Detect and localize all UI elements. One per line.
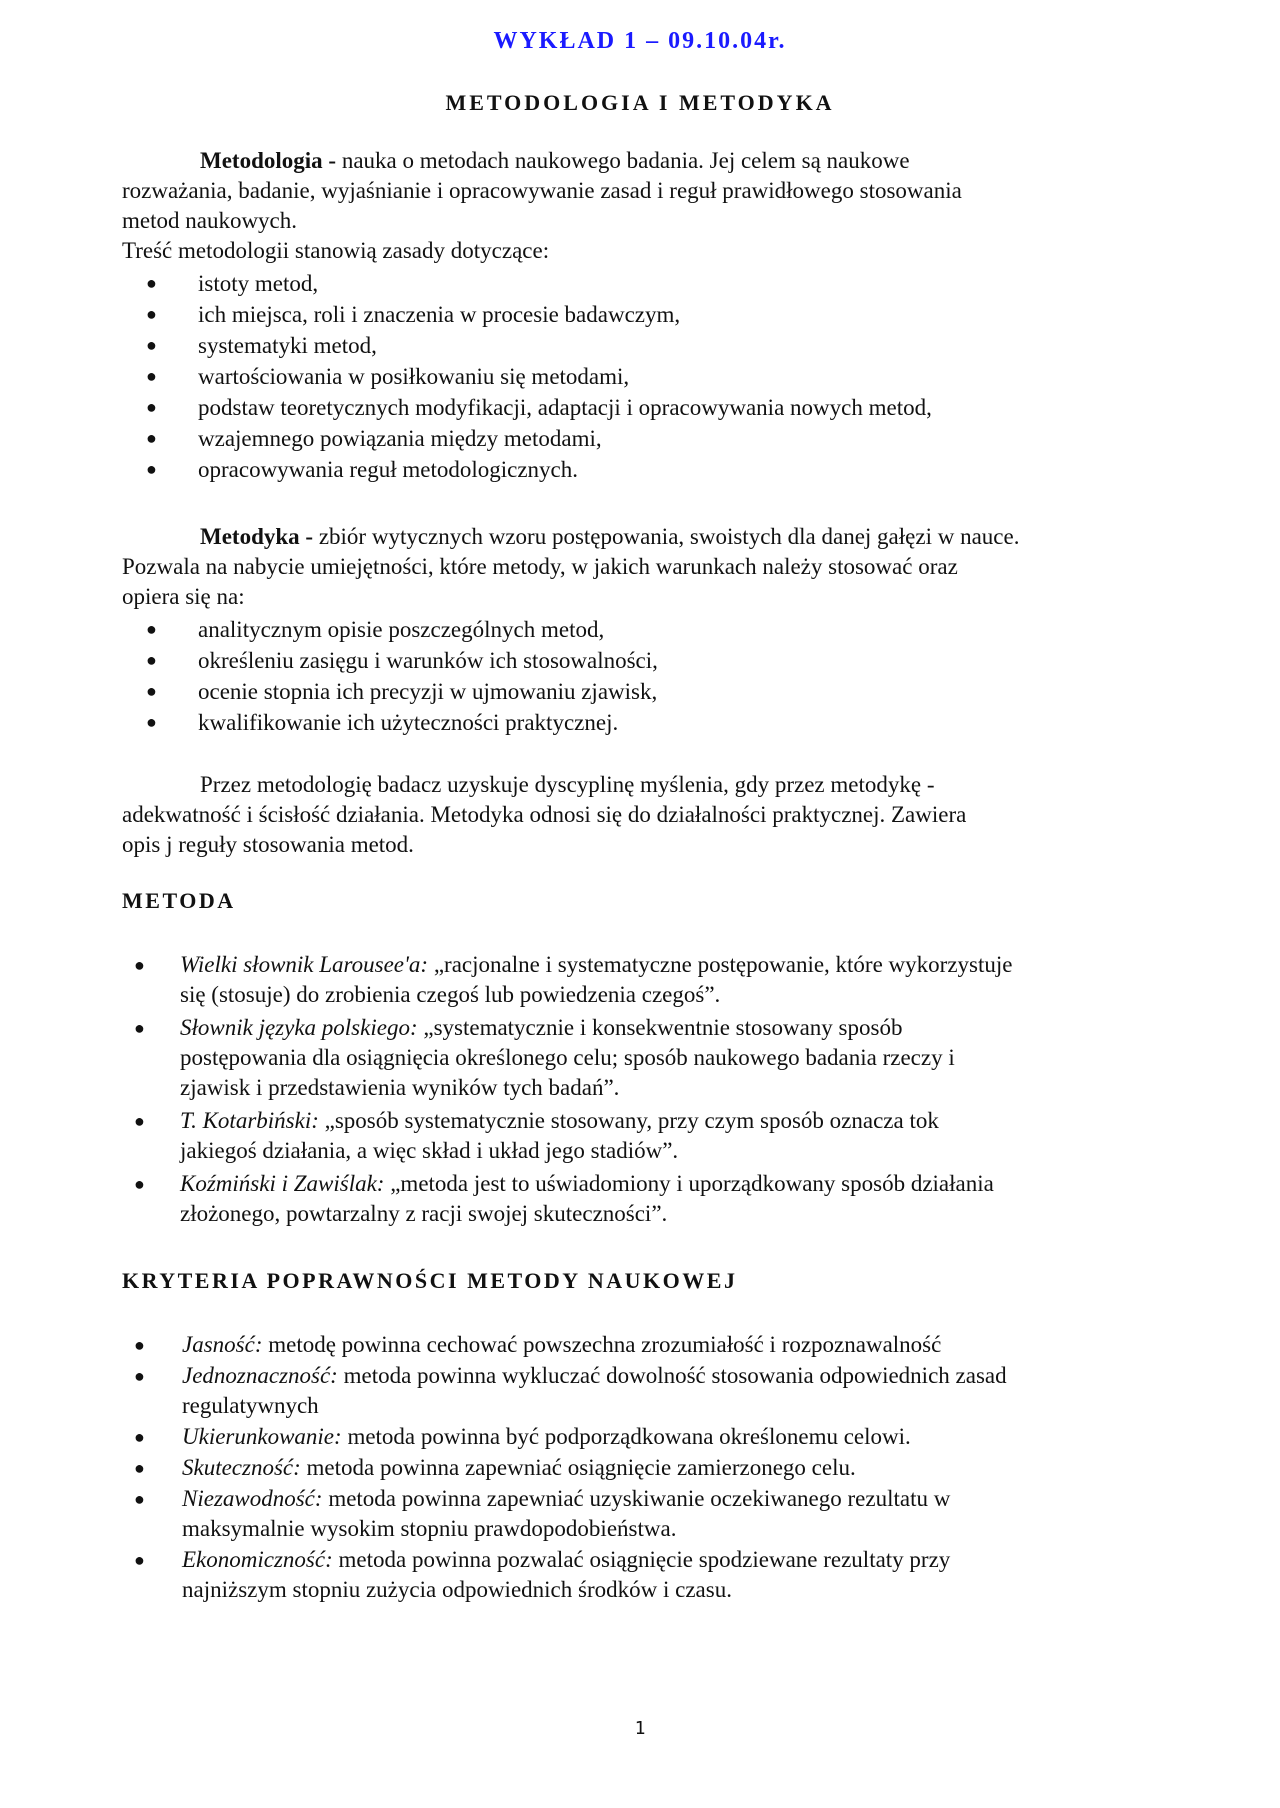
- bullet-icon: ●: [146, 366, 157, 386]
- list-item: ● określeniu zasięgu i warunków ich stosowalności,: [198, 645, 1198, 676]
- bullet-icon: ●: [134, 1335, 145, 1355]
- kryteria-heading: KRYTERIA POPRAWNOŚCI METODY NAUKOWEJ: [122, 1268, 738, 1293]
- list-item: ● wzajemnego powiązania między metodami,: [198, 423, 1198, 454]
- bullet-icon: ●: [134, 1174, 145, 1194]
- metoda-heading: METODA: [122, 888, 236, 913]
- bullet-icon: ●: [146, 273, 157, 293]
- summary-paragraph: [122, 770, 1182, 860]
- list-item: ● podstaw teoretycznych modyfikacji, adaptacji i opracowywania nowych metod,: [198, 392, 1198, 423]
- list-item: ● opracowywania reguł metodologicznych.: [198, 454, 1198, 485]
- metodyka-term: Metodyka -: [200, 524, 314, 549]
- document-title: METODOLOGIA I METODYKA: [445, 90, 835, 115]
- page-number: 1: [634, 1718, 646, 1739]
- metodologia-list: [146, 268, 1198, 485]
- list-item: ● ich miejsca, roli i znaczenia w procesie badawczym,: [198, 299, 1198, 330]
- definition-item: ● Wielki słownik Larousee'a: „racjonalne i systematyczne postępowanie, które wykorzystuje się (stosuje) do zrobienia czegoś lub powiedzenia czegoś”.: [134, 952, 1013, 1007]
- metodyka-paragraph: [122, 522, 1182, 612]
- bullet-icon: ●: [146, 619, 157, 639]
- list-item: ● istoty metod,: [198, 268, 1198, 299]
- bullet-icon: ●: [134, 1018, 145, 1038]
- list-item: ● systematyki metod,: [198, 330, 1198, 361]
- summary-line-1: Przez metodologię badacz uzyskuje dyscyplinę myślenia, gdy przez metodykę -: [200, 772, 935, 797]
- bullet-icon: ●: [134, 1458, 145, 1478]
- bullet-icon: ●: [134, 1427, 145, 1447]
- kryteria-list: [134, 1330, 1202, 1606]
- criterion-item: ● Ekonomiczność: metoda powinna pozwalać osiągnięcie spodziewane rezultaty przy najniższym stopniu zużycia odpowiednich środków i czasu.: [134, 1547, 951, 1602]
- list-item: ● kwalifikowanie ich użyteczności praktycznej.: [198, 707, 1198, 738]
- bullet-icon: ●: [146, 459, 157, 479]
- metodologia-line-2: rozważania, badanie, wyjaśnianie i opracowywanie zasad i reguł prawidłowego stosowania: [122, 178, 962, 203]
- metodologia-line-3: metod naukowych.: [122, 208, 298, 233]
- metodyka-line-1: zbiór wytycznych wzoru postępowania, swoistych dla danej gałęzi w nauce.: [313, 524, 1020, 549]
- criterion-item: ● Niezawodność: metoda powinna zapewniać uzyskiwanie oczekiwanego rezultatu w maksymalnie wysokim stopniu prawdopodobieństwa.: [134, 1486, 951, 1541]
- bullet-icon: ●: [134, 1550, 145, 1570]
- metodyka-line-2: Pozwala na nabycie umiejętności, które metody, w jakich warunkach należy stosować oraz: [122, 554, 958, 579]
- list-item: ● analitycznym opisie poszczególnych metod,: [198, 614, 1198, 645]
- criterion-item: ● Jasność: metodę powinna cechować powszechna zrozumiałość i rozpoznawalność: [182, 1330, 1202, 1360]
- metodologia-intro: Treść metodologii stanowią zasady dotyczące:: [122, 238, 550, 263]
- metodyka-list: [146, 614, 1198, 738]
- list-item: ● ocenie stopnia ich precyzji w ujmowaniu zjawisk,: [198, 676, 1198, 707]
- bullet-icon: ●: [146, 304, 157, 324]
- criterion-item: ● Skuteczność: metoda powinna zapewniać osiągnięcie zamierzonego celu.: [182, 1453, 1202, 1483]
- summary-line-3: opis j reguły stosowania metod.: [122, 832, 414, 857]
- definition-item: ● T. Kotarbiński: „sposób systematycznie stosowany, przy czym sposób oznacza tok jakiegoś działania, a więc skład i układ jego stadiów”.: [134, 1108, 939, 1163]
- criterion-item: ● Ukierunkowanie: metoda powinna być podporządkowana określonemu celowi.: [182, 1422, 1202, 1452]
- bullet-icon: ●: [134, 1366, 145, 1386]
- bullet-icon: ●: [134, 1489, 145, 1509]
- metoda-definitions: [134, 950, 1200, 1232]
- bullet-icon: ●: [134, 1111, 145, 1131]
- bullet-icon: ●: [146, 335, 157, 355]
- bullet-icon: ●: [146, 681, 157, 701]
- bullet-icon: ●: [146, 712, 157, 732]
- definition-item: ● Koźmiński i Zawiślak: „metoda jest to uświadomiony i uporządkowany sposób działania złożonego, powtarzalny z racji swojej skuteczności”.: [134, 1171, 994, 1226]
- criterion-item: ● Jednoznaczność: metoda powinna wykluczać dowolność stosowania odpowiednich zasad regulatywnych: [134, 1363, 1007, 1418]
- metodyka-line-3: opiera się na:: [122, 584, 245, 609]
- definition-item: ● Słownik języka polskiego: „systematycznie i konsekwentnie stosowany sposób postępowania dla osiągnięcia określonego celu; sposób naukowego badania rzeczy i zjawisk i przedstawienia wyników tych badań”.: [134, 1015, 955, 1100]
- metodologia-paragraph: [122, 146, 1182, 266]
- bullet-icon: ●: [146, 650, 157, 670]
- bullet-icon: ●: [146, 428, 157, 448]
- lecture-title: WYKŁAD 1 – 09.10.04r.: [493, 28, 787, 54]
- list-item: ● wartościowania w posiłkowaniu się metodami,: [198, 361, 1198, 392]
- summary-line-2: adekwatność i ścisłość działania. Metodyka odnosi się do działalności praktycznej. Zawiera: [122, 802, 967, 827]
- bullet-icon: ●: [146, 397, 157, 417]
- metodologia-term: Metodologia -: [200, 148, 337, 173]
- bullet-icon: ●: [134, 955, 145, 975]
- metodologia-line-1: nauka o metodach naukowego badania. Jej celem są naukowe: [336, 148, 910, 173]
